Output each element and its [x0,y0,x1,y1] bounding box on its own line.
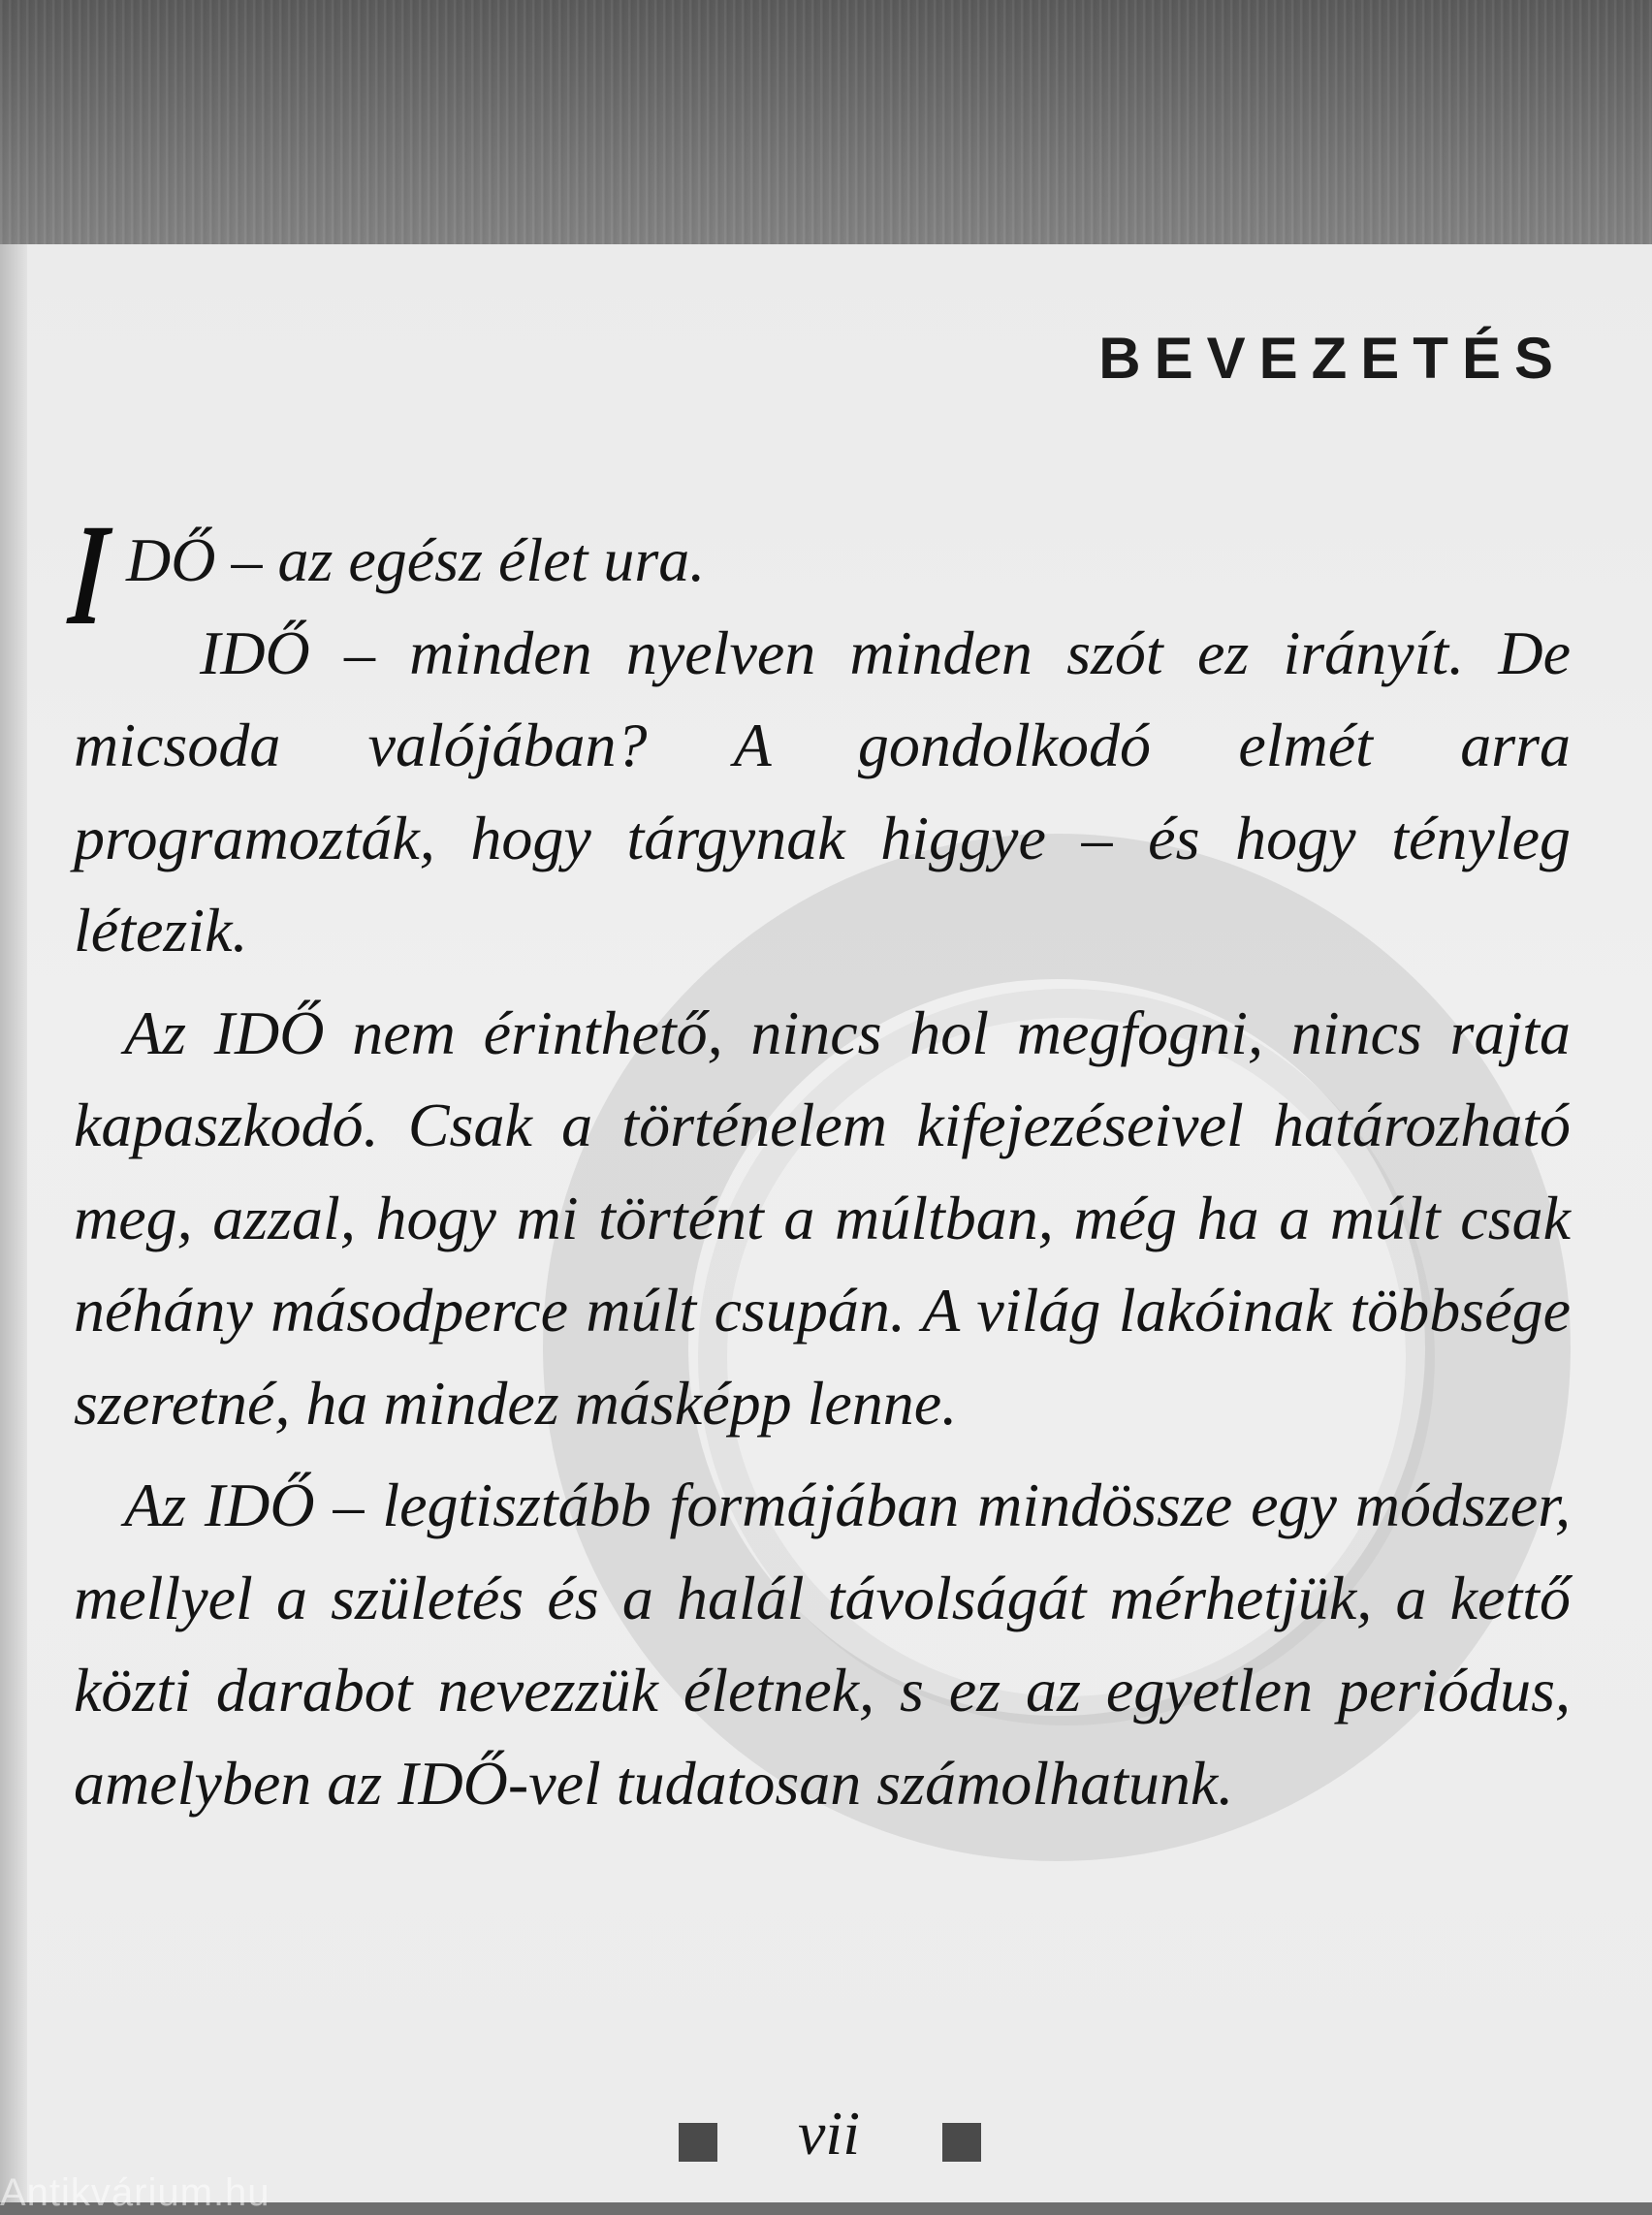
drop-cap: I [64,494,113,655]
paragraph-1-first-line: DŐ – az egész élet ura. [126,525,706,594]
page-edge [0,244,27,2202]
square-ornament-icon [679,2123,717,2162]
page-footer [0,2099,1652,2179]
paragraph-3: Az IDŐ – legtisztább formájában mindössze egy módszer, mellyel a születés és a halál távolságát mérhetjük, a kettő közti darabot nevezzük életnek, s ez az egyetlen periódus, amelyben az IDŐ-vel tudatosan számolhatunk. [74,1471,1571,1818]
watermark: Antikvárium.hu [0,2171,270,2214]
chapter-heading: BEVEZETÉS [1098,326,1567,391]
body-text [74,514,1571,1829]
paragraph-2: Az IDŐ nem érinthető, nincs hol megfogni, nincs rajta kapaszkodó. Csak a történelem kifejezéseivel határozható meg, azzal, hogy mi történt a múltban, még ha a múlt csak néhány másodperce múlt csupán. A világ lakóinak többsége szeretné, ha mindez másképp lenne. [74,997,1571,1438]
paragraph-1-text: IDŐ – minden nyelven minden szót ez irányít. De micsoda valójában? A gondolkodó elmét arra programozták, hogy tárgynak higgye – és hogy tényleg létezik. [74,617,1571,965]
paragraph-1 [74,607,1571,977]
page-number: vii [798,2099,860,2168]
square-ornament-icon [942,2123,981,2162]
